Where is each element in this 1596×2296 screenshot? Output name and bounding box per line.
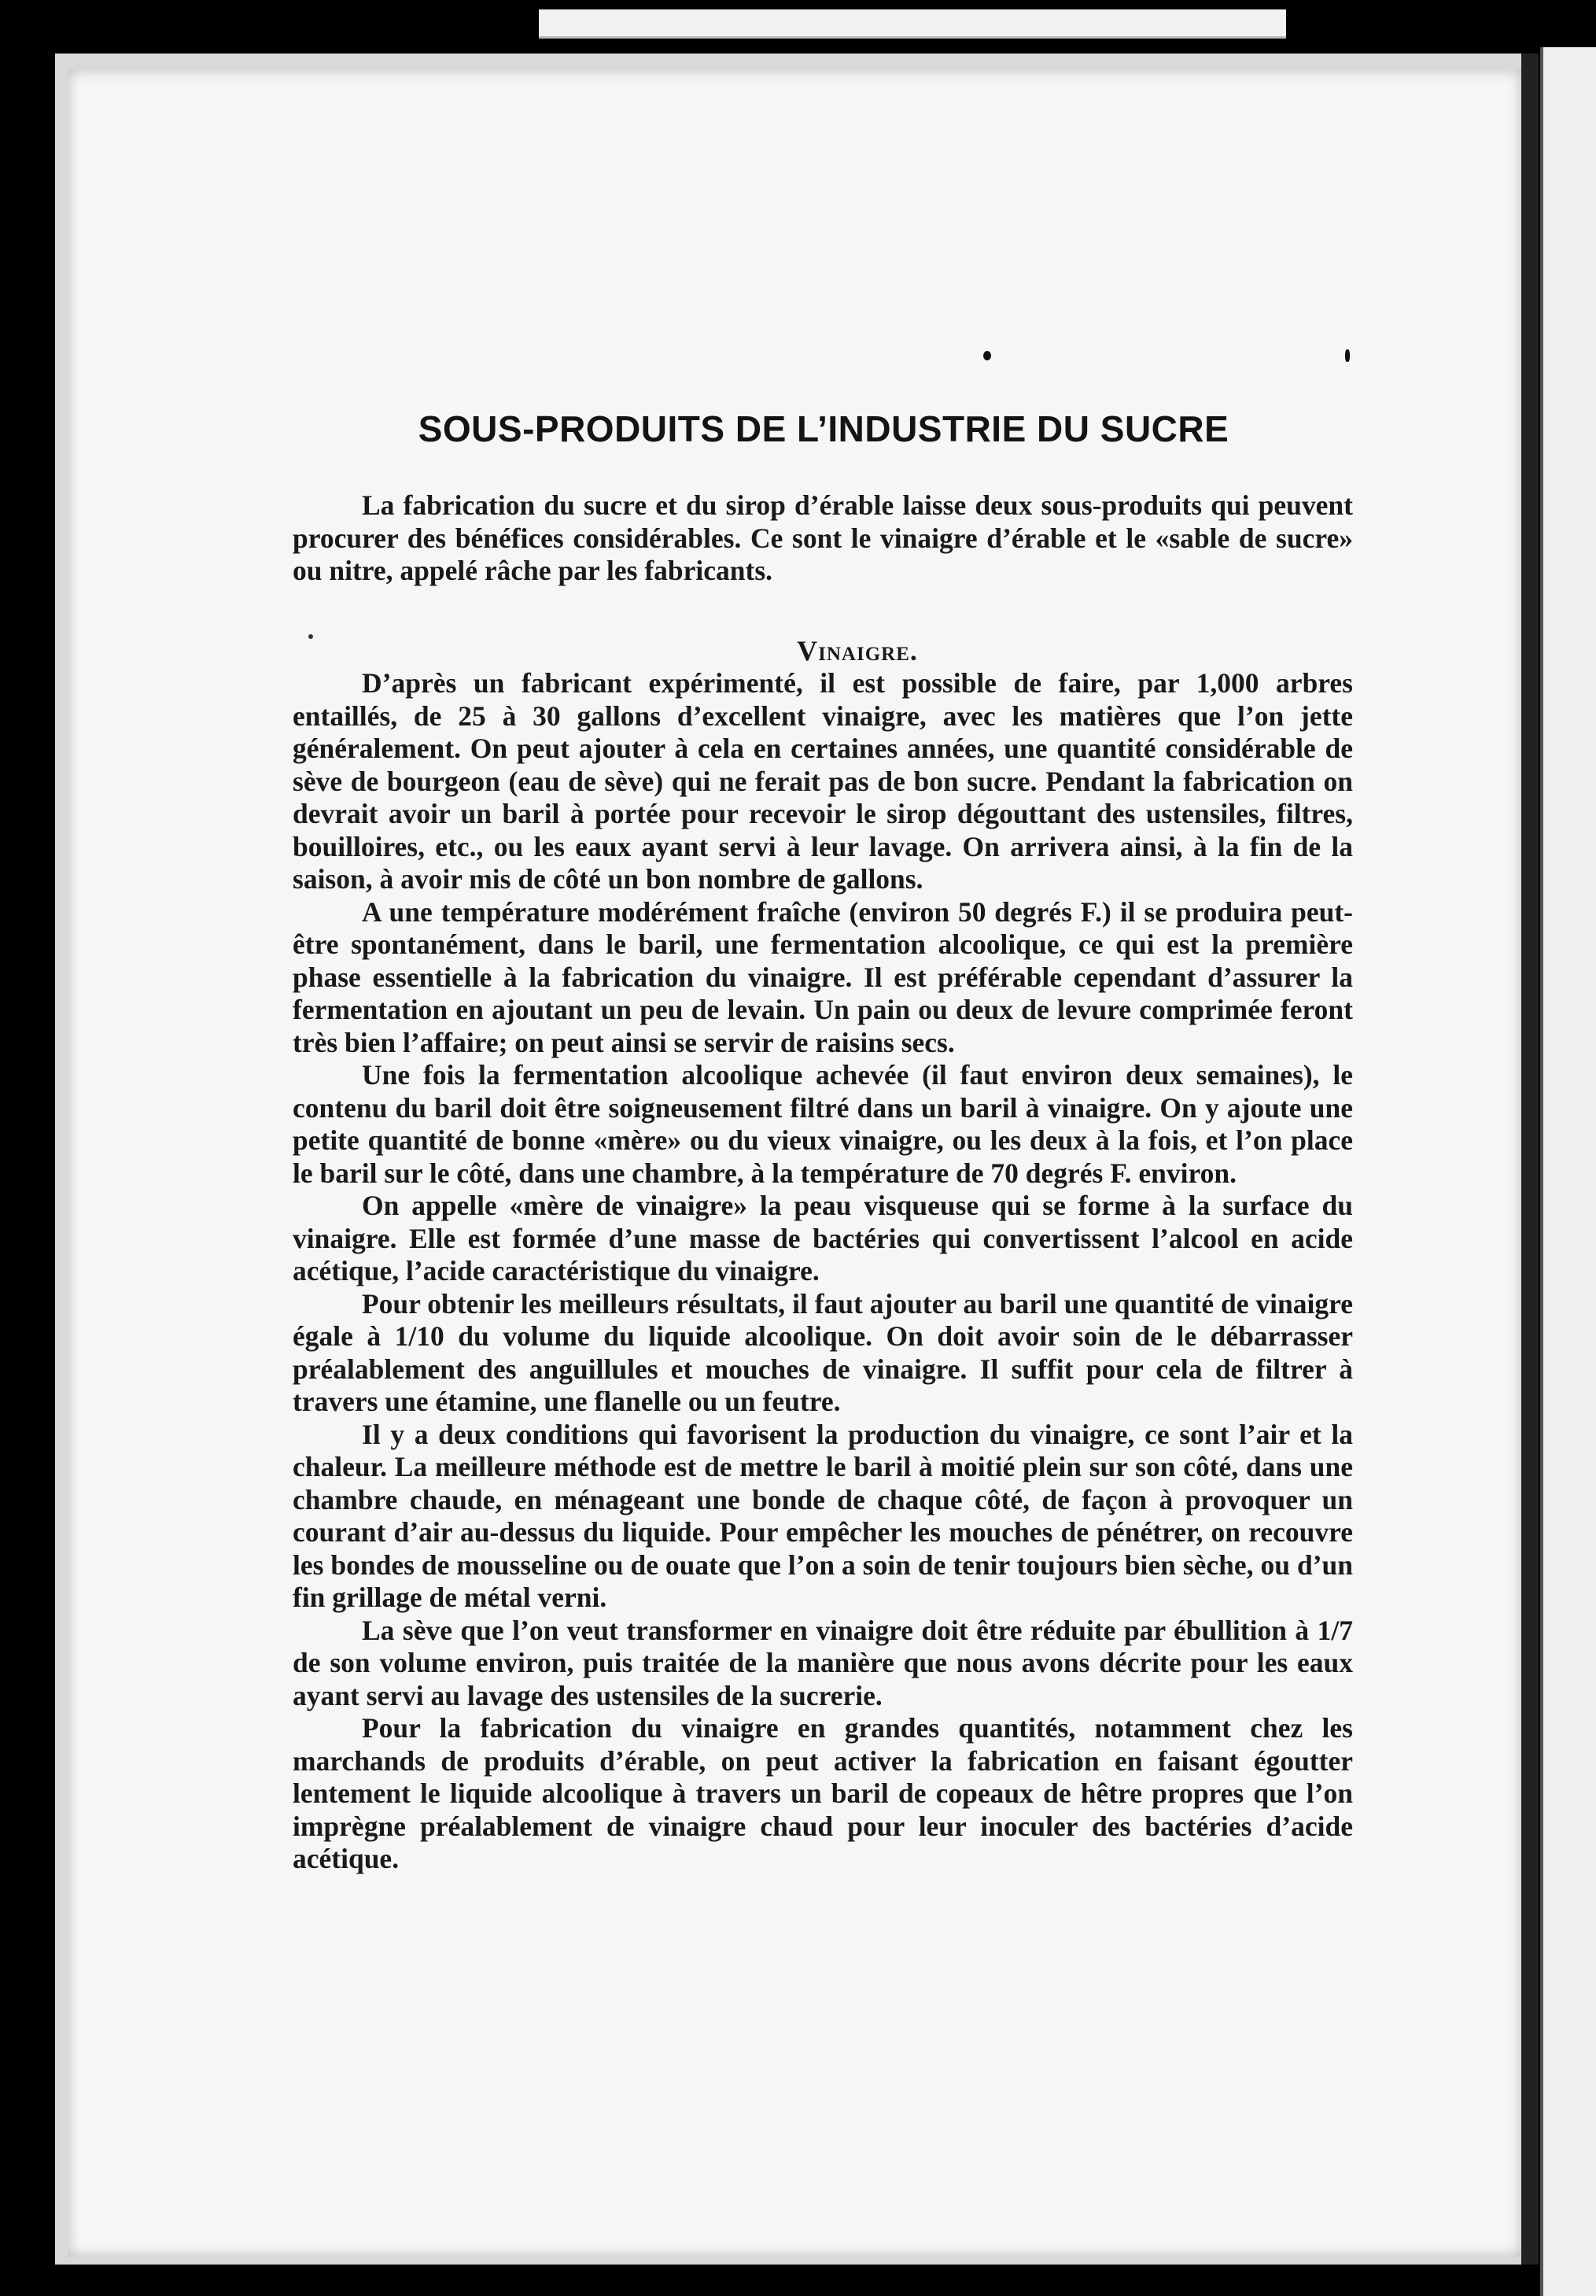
document-body	[293, 489, 1353, 1876]
body-paragraph: Pour la fabrication du vinaigre en grandes quantités, notamment chez les marchands de produits d’érable, on peut activer la fabrication en faisant égoutter lentement le liquide alcoolique à travers un baril de copeaux de hêtre propres que l’on imprègne préalablement de vinaigre chaud pour leur inoculer des bactéries d’acide acétique.	[293, 1712, 1353, 1874]
body-paragraph: D’après un fabricant expérimenté, il est possible de faire, par 1,000 arbres entaillés, de 25 à 30 gallons d’excellent vinaigre, avec les matières que l’on jette généralement. On peut ajouter à cela en certaines années, une quantité considérable de sève de bourgeon (eau de sève) qui ne ferait pas de bon sucre. Pendant la fabrication on devrait avoir un baril à portée pour recevoir le sirop dégouttant des ustensiles, filtres, bouilloires, etc., ou les eaux ayant servi à leur lavage. On arrivera ainsi, à la fin de la saison, à avoir mis de côté un bon nombre de gallons.	[293, 667, 1353, 895]
page-edge	[1521, 54, 1539, 2265]
ink-speck	[1345, 349, 1350, 362]
body-paragraph: Pour obtenir les meilleurs résultats, il faut ajouter au baril une quantité de vinaigre égale à 1/10 du volume du liquide alcoolique. On doit avoir soin de le débarrasser préalablement des anguillules et mouches de vinaigre. Il suffit pour cela de filtrer à travers une étamine, une flanelle ou un feutre.	[293, 1287, 1353, 1417]
section-heading: Vinaigre.	[797, 634, 918, 666]
intro-paragraph: La fabrication du sucre et du sirop d’érable laisse deux sous-produits qui peuvent procurer des bénéfices considérables. Ce sont le vinaigre d’érable et le «sable de sucre» ou nitre, appelé râche par les fabricants.	[293, 489, 1353, 586]
adjacent-page-sliver	[1540, 47, 1596, 2296]
body-paragraph: On appelle «mère de vinaigre» la peau visqueuse qui se forme à la surface du vinaigre. Elle est formée d’une masse de bactéries qui convertissent l’alcool en acide acétique, l’acide caractéristique du vinaigre.	[293, 1190, 1353, 1286]
body-paragraph: La sève que l’on veut transformer en vinaigre doit être réduite par ébullition à 1/7 de son volume environ, puis traitée de la manière que nous avons décrite pour les eaux ayant servi au lavage des ustensiles de la sucrerie.	[293, 1614, 1353, 1711]
page-title: SOUS-PRODUITS DE L’INDUSTRIE DU SUCRE	[418, 408, 1229, 449]
body-paragraph: A une température modérément fraîche (environ 50 degrés F.) il se produira peut-être spontanément, dans le baril, une fermentation alcoolique, ce qui est la première phase essentielle à la fabrication du vinaigre. Il est préférable cependant d’assurer la fermentation en ajoutant un peu de levain. Un pain ou deux de levure comprimée feront très bien l’affaire; on peut ainsi se servir de raisins secs.	[293, 895, 1353, 1058]
scan-top-strip	[539, 9, 1286, 39]
ink-speck	[983, 351, 991, 360]
body-paragraph: Il y a deux conditions qui favorisent la production du vinaigre, ce sont l’air et la chaleur. La meilleure méthode est de mettre le baril à moitié plein sur son côté, dans une chambre chaude, en ménageant une bonde de chaque côté, de façon à provoquer un courant d’air au-dessus du liquide. Pour empêcher les mouches de pénétrer, on recouvre les bondes de mousseline ou de ouate que l’on a soin de tenir toujours bien sèche, ou d’un fin grillage de métal verni.	[293, 1418, 1353, 1613]
body-paragraph: Une fois la fermentation alcoolique achevée (il faut environ deux semaines), le contenu du baril doit être soigneusement filtré dans un baril à vinaigre. On y ajoute une petite quantité de bonne «mère» ou du vieux vinaigre, ou les deux à la fois, et l’on place le baril sur le côté, dans une chambre, à la température de 70 degrés F. environ.	[293, 1059, 1353, 1189]
